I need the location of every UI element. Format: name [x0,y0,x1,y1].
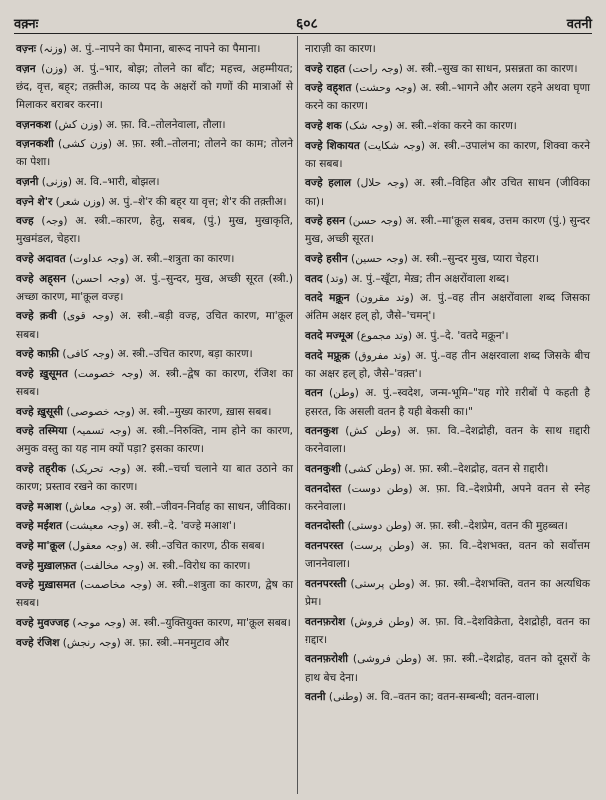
column-divider [297,36,298,794]
dictionary-entry [305,480,590,516]
dictionary-entry [305,117,590,135]
right-column [305,40,590,708]
dictionary-entry [16,537,293,555]
entry-headword: वज़नकश [16,118,51,131]
entry-headword: वज़्नः [16,43,36,55]
entry-definition: (وجہ معاش) अ. स्त्री.–जीवन-निर्वाह का साधन, जीविका। [61,500,291,513]
entry-headword: वज्हे मुख़ासमत [16,579,76,592]
dictionary-entry [16,116,293,134]
dictionary-entry [305,289,590,325]
dictionary-entry [305,613,590,649]
entry-headword: वज्हे क़वी [16,310,57,323]
entry-headword: वतद [305,272,323,285]
entry-definition: (وجہ تسمیہ) अ. स्त्री.–निरुक्ति, नाम होने का कारण, अमुक वस्तु का यह नाम क्यों पड़ा? इसका कारण। [16,425,293,456]
entry-definition: (وجہ رنجش) अ. फ़ा. स्त्री.–मनमुटाव और [59,636,229,649]
dictionary-entry [16,250,293,268]
entry-definition: (وجہ موجہ) अ. स्त्री.–युक्तियुक्त कारण, मा'क़ूल सबब। [69,616,291,629]
entry-headword: वतनफ़रोश [305,615,346,628]
entry-headword: वतदे मक़्रून [305,292,350,305]
dictionary-entry [16,498,293,516]
entry-definition: (وجہ معقول) अ. स्त्री.–उचित कारण, ठीक सबब। [64,539,265,552]
entry-definition: (وزنی) अ. वि.–भारी, बोझल। [38,175,160,188]
dictionary-entry [305,327,590,345]
entry-headword: वज्हे तस्मिया [16,425,68,438]
entry-headword: वज्हे मुवज्जह [16,616,70,629]
dictionary-entry [305,650,590,686]
entry-definition: (وجہ کافی) अ. स्त्री.–उचित कारण, बड़ा कारण। [59,348,253,361]
entry-headword: वज़नकशी [16,138,54,151]
left-column [16,40,293,653]
entry-definition: (وجہ معیشت) अ. स्त्री.–दे. 'वज्हे मआश'। [62,520,236,533]
dictionary-entry [305,60,590,78]
entry-definition: (وجہ حسین) अ. स्त्री.–सुन्दर मुख, प्यारा चेहरा। [347,252,539,265]
dictionary-entry [305,384,590,420]
dictionary-entry [16,634,293,652]
entry-headword: वज्हे ख़ुसूसी [16,405,63,418]
entry-definition: (وجہ قوی) अ. स्त्री.–बड़ी वज्ह, उचित कारण, मा'क़ूल सबब। [16,310,293,341]
entry-definition: (وزن کش) अ. फ़ा. वि.–तोलनेवाला, तौला। [50,118,226,131]
entry-definition: (وجہ تحریک) अ. स्त्री.–चर्चा चलाने या बात उठाने का कारण; प्रस्ताव रखने का कारण। [16,462,293,494]
entry-definition: (وطن فروشی) अ. फ़ा. स्त्री.–देशद्रोह, वतन को दूसरों के हाथ बेच देना। [305,653,590,684]
entry-definition: (وجہ عداوت) अ. स्त्री.–शत्रुता का कारण। [65,252,235,265]
entry-headword: वज़नी [16,175,39,188]
entry-headword: वज्हे ख़ुसूमत [16,367,68,380]
entry-definition: (وجہ) अ. स्त्री.–कारण, हेतु, सबब, (पुं.) मुख, मुखाकृति, मुखमंडल, चेहरा। [16,215,293,246]
entry-definition: नाराज़ी का कारण। [305,43,376,55]
entry-definition: (وجہ مخالفت) अ. स्त्री.–विरोध का कारण। [76,559,251,572]
entry-headword: वज्हे वह्‌शत [305,82,352,95]
entry-definition: (وزن شعر) अ. पुं.–शे'र की बह्‌र या वृत्त; शे'र की तक़्तीअ। [52,195,287,208]
entry-headword: वज्हे राहत [305,62,346,75]
entry-definition: (وطنی) अ. वि.–वतन का; वतन-सम्बन्धी; वतन-वाला। [325,691,539,704]
entry-headword: वज्हे काफ़ी [16,348,60,361]
entry-definition: (وجہ مخاصمت) अ. स्त्री.–शत्रुता का कारण, द्वेष का सबब। [16,579,293,610]
dictionary-entry [305,137,590,173]
dictionary-entry [16,135,293,171]
dictionary-entry [305,688,590,706]
entry-definition: (وطن دوست) अ. फ़ा. वि.–देशप्रेमी, अपने वतन से स्नेह करनेवाला। [305,482,590,513]
dictionary-entry [16,614,293,632]
entry-definition: (وطن پرستی) अ. फ़ा. स्त्री.–देशभक्ति, वतन का अत्यधिक प्रेम। [305,577,590,608]
entry-definition: (وجہ خصوصی) अ. स्त्री.–मुख्य कारण, ख़ास सबब। [63,405,272,418]
entry-definition: (وجہ حلال) अ. स्त्री.–विहित और उचित साधन (जीविका का)। [305,177,590,208]
dictionary-entry [16,460,293,496]
dictionary-entry [305,270,590,288]
entry-definition: (وطن دوستی) अ. फ़ा. स्त्री.–देशप्रेम, वतन की मुहब्बत। [344,520,568,533]
entry-headword: वज्हे मा'क़ूल [16,539,65,552]
dictionary-entry [305,422,590,458]
entry-definition: (وجہ احسن) अ. पुं.–सुन्दर, मुख, अच्छी सूरत (स्त्री.) अच्छा कारण, मा'क़ूल वज्ह। [16,272,293,303]
entry-headword: वतनकुश [305,425,339,438]
dictionary-entry [16,212,293,248]
entry-definition: (وتد مجموع) अ. पुं.–दे. 'वतदे मक़्रून'। [353,329,509,342]
dictionary-entry [16,60,293,115]
dictionary-entry [16,403,293,421]
entry-definition: (وطن کشی) अ. फ़ा. स्त्री.–देशद्रोह, वतन से ग़द्दारी। [340,462,549,475]
entry-headword: वतनकुशी [305,462,341,475]
dictionary-entry [16,40,293,58]
entry-definition: (وطن فروش) अ. फ़ा. वि.–देशविक्रेता, देशद्रोही, वतन का ग़द्दार। [305,615,591,646]
entry-definition: (وزنہ) अ. पुं.–नापने का पैमाना, बारूद नापने का पैमाना। [35,43,261,55]
dictionary-entry [305,460,590,478]
entry-headword: वज्हे हलाल [305,177,352,190]
page-header [14,8,592,34]
dictionary-entry [305,537,590,573]
entry-headword: वज्हे रंजिश [16,636,60,649]
entry-definition: (وطن) अ. पुं.–स्वदेश, जन्म-भूमि–"यह गोरे ग़रीबों पे कहती है हसरत, कि असली वतन है यही बेकसी का।" [305,387,590,418]
entry-definition: (وتد مقرون) अ. पुं.–वह तीन अक्षरोंवाला शब्द जिसका अंतिम अक्षर हल्‌ हो, जैसे–'चमन्'। [305,292,590,323]
entry-headword: वज्हे मुख़ालफ़त [16,559,77,572]
entry-definition: (وجہ حسن) अ. स्त्री.–मा'क़ूल सबब, उत्तम कारण (पुं.) सुन्दर मुख, अच्छी सूरत। [305,215,590,246]
dictionary-entry [16,576,293,612]
header-right-word: वतनी [566,17,592,32]
dictionary-entry [16,173,293,191]
dictionary-entry [305,250,590,268]
entry-definition: (وتد) अ. पुं.–खूँटा, मेख़; तीन अक्षरोंवाला शब्द। [322,272,510,285]
entry-definition: (وجہ شک) अ. स्त्री.–शंका करने का कारण। [341,119,517,132]
entry-headword: वतदे मफ़्रूक़ [305,349,350,362]
dictionary-entry [305,517,590,535]
dictionary-entry [305,347,590,383]
entry-headword: वज्हे हसीन [305,252,348,265]
page-number: ६०८ [296,16,318,32]
entry-definition: (وزن کشی) अ. फ़ा. स्त्री.–तोलना; तोलने का काम; तोलने का पेशा। [16,138,293,169]
entry-headword: वज़्ने शे'र [16,195,53,208]
entry-headword: वज्हे शिकायत [305,139,360,152]
entry-headword: वतनदोस्त [305,482,342,495]
entry-definition: (وزن) अ. पुं.–भार, बोझ; तोलने का बाँट; महत्त्व, अहम्मीयत; छंद, वृत्त, बह्‌र; तक़्तीअ, काव्य पद के अक्षरों को गणों की मात्राओं से मिलाकर बराबर करना। [16,62,293,111]
dictionary-entry [16,365,293,401]
dictionary-entry [305,174,590,210]
entry-headword: वतनदोस्ती [305,520,345,533]
dictionary-entry [16,307,293,343]
dictionary-entry [16,270,293,306]
entry-headword: वज्ह [16,215,34,228]
dictionary-entry [16,557,293,575]
entry-headword: वज्हे तह्‌रीक [16,462,66,475]
header-rule [14,33,592,34]
dictionary-entry [16,345,293,363]
entry-definition: (وتد مفروق) अ. पुं.–वह तीन अक्षरवाला शब्द जिसके बीच का अक्षर हल्‌ हो, जैसे–'वक़्त'। [305,349,590,380]
dictionary-entry [16,422,293,458]
dictionary-entry [305,79,590,115]
entry-definition: (وجہ خصومت) अ. स्त्री.–द्वेष का कारण, रंजिश का सबब। [16,367,293,398]
entry-headword: वज़न [16,62,36,75]
header-left-word: वक़्नः [14,17,39,32]
entry-headword: वज्हे मआश [16,500,62,513]
entry-headword: वज्हे अदावत [16,252,66,265]
dictionary-entry [16,517,293,535]
entry-headword: वतनफ़रोशी [305,653,348,666]
entry-definition: (وجہ وحشت) अ. स्त्री.–भागने और अलग रहने अथवा घृणा करने का कारण। [305,82,590,113]
entry-headword: वतनपरस्ती [305,577,347,590]
entry-headword: वतनी [305,691,326,704]
entry-headword: वज्हे मईशत [16,520,63,533]
entry-headword: वज्हे शक [305,119,342,132]
dictionary-entry [305,212,590,248]
dictionary-entry [305,575,590,611]
entry-definition: (وطن پرست) अ. फ़ा. वि.–देशभक्त, वतन को सर्वोत्तम जाननेवाला। [305,539,590,571]
entry-definition: (وجہ راحت) अ. स्त्री.–सुख का साधन, प्रसन्नता का कारण। [345,62,578,75]
entry-headword: वतनपरस्त [305,539,344,552]
entry-definition: (وجہ شکایت) अ. स्त्री.–उपालंभ का कारण, शिक्वा करने का सबब। [305,139,590,170]
entry-definition: (وطن کش) अ. फ़ा. वि.–देशद्रोही, वतन के साथ ग़द्दारी करनेवाला। [305,425,590,456]
entry-headword: वतदे मज्मूअ [305,329,354,342]
dictionary-entry [16,193,293,211]
entry-headword: वज्हे अह्‌सन [16,272,66,285]
entry-headword: वज्हे हसन [305,215,346,228]
dictionary-entry [305,40,590,58]
entry-headword: वतन [305,387,323,400]
